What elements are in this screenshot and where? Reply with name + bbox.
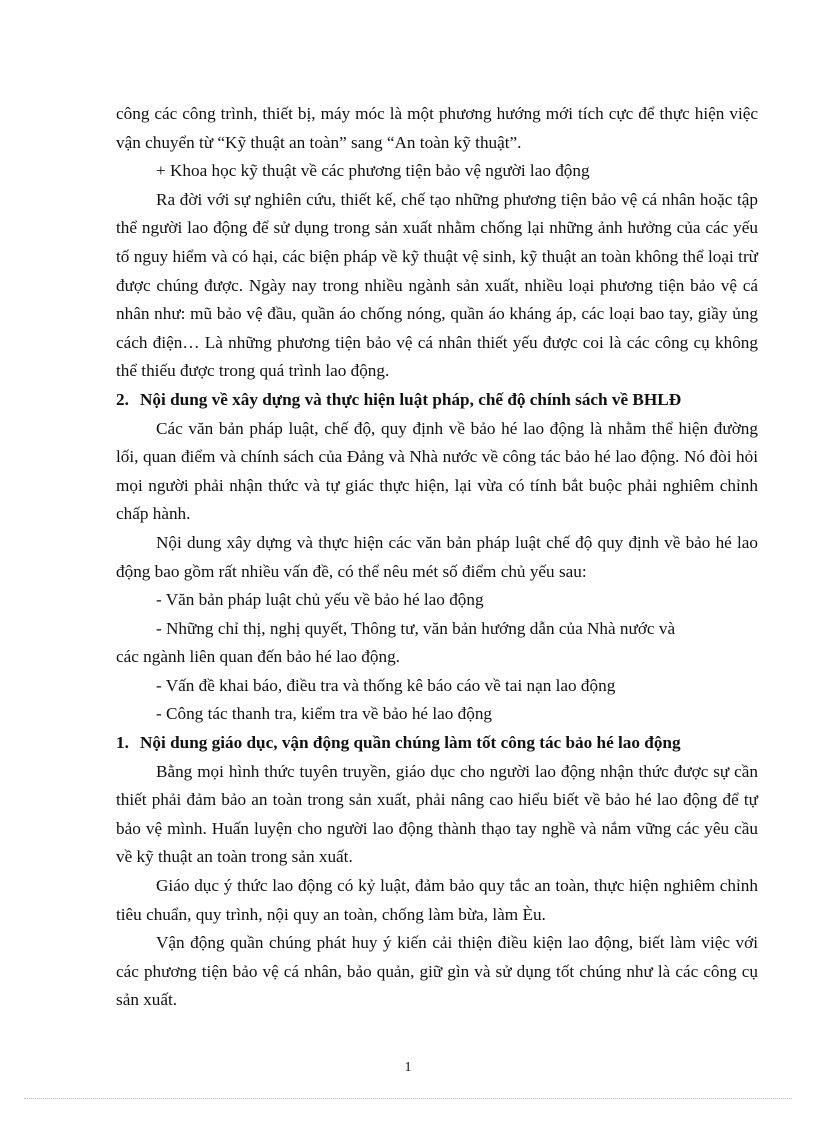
footer-divider	[24, 1098, 792, 1099]
section-heading-number: 1.	[116, 733, 129, 753]
list-item: - Công tác thanh tra, kiểm tra về bảo hé lao động	[156, 704, 493, 724]
section-heading-number: 2.	[116, 389, 129, 409]
paragraph-discipline: Giáo dục ý thức lao động có kỷ luật, đảm bảo quy tắc an toàn, thực hiện nghiêm chỉnh tiêu chuẩn, quy trình, nội quy an toàn, chống làm bừa, làm Èu.	[116, 876, 758, 924]
paragraph-education: Bằng mọi hình thức tuyên truyền, giáo dục cho người lao động nhận thức được sự cần thiết phải đảm bảo an toàn trong sản xuất, phải nâng cao hiểu biết về bảo hé lao động để tự bảo vệ mình. Huấn luyện cho người lao động thành thạo tay nghề và nắm vững các yêu cầu về kỹ thuật an toàn trong sản xuất.	[116, 761, 758, 867]
paragraph-protective-equipment: Ra đời với sự nghiên cứu, thiết kế, chế tạo những phương tiện bảo vệ cá nhân hoặc tập thể người lao động để sử dụng trong sản xuất nhằm chống lại những ảnh hưởng của các yếu tố nguy hiểm và có hại, các biện pháp về kỹ thuật vệ sinh, kỹ thuật an toàn không thể loại trừ được chúng được. Ngày nay trong nhiều ngành sản xuất, nhiều loại phương tiện bảo vệ cá nhân như: mũ bảo vệ đầu, quần áo chống nóng, quần áo kháng áp, các loại bao tay, giầy ủng cách điện… Là những phương tiện bảo vệ cá nhân thiết yếu được coi là các công cụ không thể thiếu được trong quá trình lao động.	[116, 189, 758, 381]
section-heading-text: Nội dung về xây dựng và thực hiện luật pháp, chế độ chính sách về BHLĐ	[140, 389, 682, 409]
paragraph-legal-documents: Các văn bản pháp luật, chế độ, quy định về bảo hé lao động là nhằm thể hiện đường lối, quan điểm và chính sách của Đảng và Nhà nước về công tác bảo hé lao động. Nó đòi hỏi mọi người phải nhận thức và tự giác thực hiện, lại vừa có tính bắt buộc phải nghiêm chỉnh chấp hành.	[116, 418, 758, 524]
paragraph-continuation: công các công trình, thiết bị, máy móc là một phương hướng mới tích cực để thực hiện việc vận chuyển từ “Kỹ thuật an toàn” sang “An toàn kỹ thuật”.	[116, 104, 758, 152]
paragraph-mobilization: Vận động quần chúng phát huy ý kiến cải thiện điều kiện lao động, biết làm việc với các phương tiện bảo vệ cá nhân, bảo quản, giữ gìn và sử dụng tốt chúng như là các công cụ sản xuất.	[116, 933, 758, 1010]
list-item: - Văn bản pháp luật chủ yếu về bảo hé lao động	[156, 590, 484, 610]
section-heading-text: Nội dung giáo dục, vận động quần chúng làm tốt công tác bảo hé lao động	[140, 733, 681, 753]
paragraph-subheading: + Khoa học kỹ thuật về các phương tiện bảo vệ người lao động	[156, 161, 590, 181]
page-body	[116, 100, 758, 1015]
list-item: - Những chỉ thị, nghị quyết, Thông tư, văn bản hướng dẫn của Nhà nước và	[156, 618, 676, 638]
section-heading-education	[116, 729, 758, 758]
list-item-continuation: các ngành liên quan đến bảo hé lao động.	[116, 647, 400, 667]
section-heading-legal	[116, 386, 758, 415]
list-item: - Vấn đề khai báo, điều tra và thống kê báo cáo về tai nạn lao động	[156, 675, 616, 695]
page-number: 1	[404, 1060, 412, 1075]
paragraph-legal-contents: Nội dung xây dựng và thực hiện các văn bản pháp luật chế độ quy định về bảo hé lao động bao gồm rất nhiều vấn đề, có thể nêu mét số điểm chủ yếu sau:	[116, 532, 758, 581]
